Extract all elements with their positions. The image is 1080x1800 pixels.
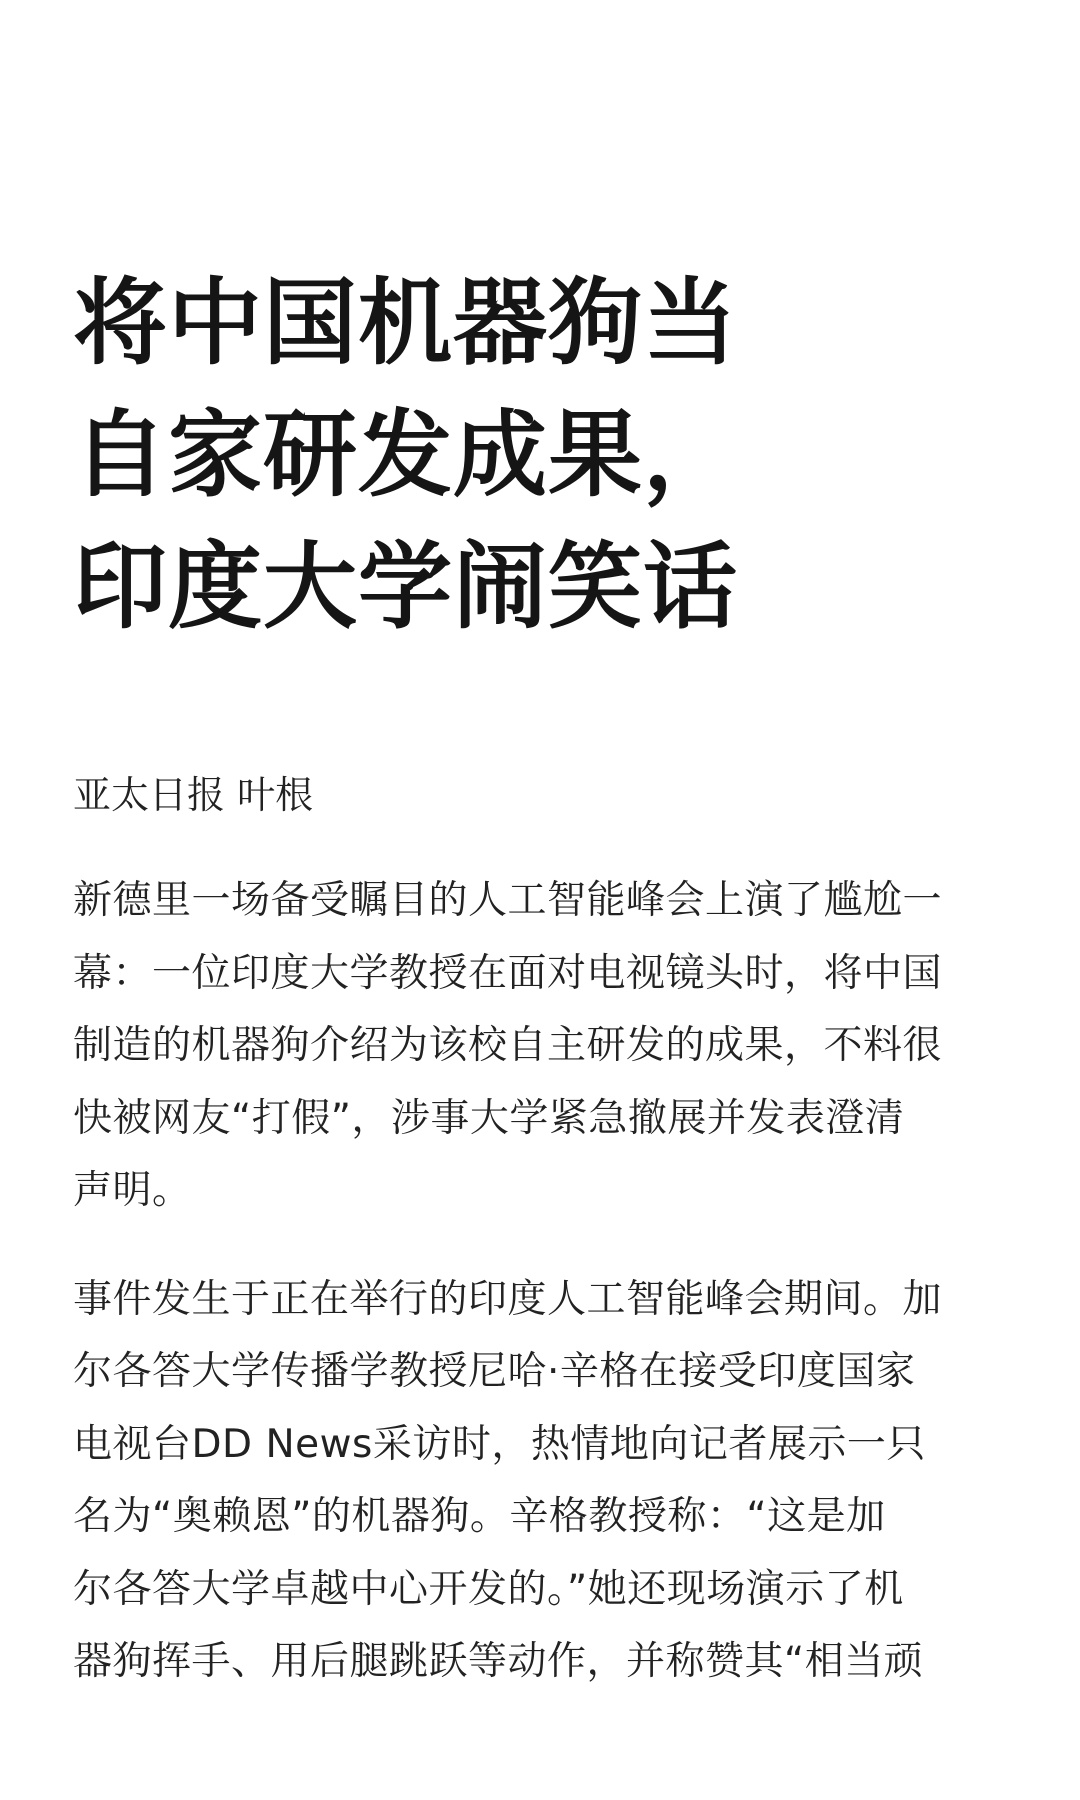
paragraph-line: 尔各答大学卓越中心开发的。”她还现场演示了机 <box>73 1566 904 1612</box>
headline-line: 自家研发成果， <box>73 401 739 510</box>
article-body <box>73 865 1013 1735</box>
byline: 亚太日报 叶根 <box>73 773 314 817</box>
paragraph-line: 尔各答大学传播学教授尼哈·辛格在接受印度国家 <box>73 1349 916 1394</box>
paragraph-line: 声明。 <box>73 1168 192 1213</box>
headline <box>73 258 1013 654</box>
paragraph-line: 名为“奥赖恩”的机器狗。辛格教授称：“这是加 <box>73 1494 886 1539</box>
paragraph <box>73 1264 1013 1699</box>
paragraph-line: 快被网友“打假”，涉事大学紧急撤展并发表澄清 <box>73 1095 905 1141</box>
headline-line: 将中国机器狗当 <box>73 269 739 378</box>
paragraph-line: 事件发生于正在举行的印度人工智能峰会期间。加 <box>73 1276 943 1322</box>
paragraph-line: 电视台DD News采访时，热情地向记者展示一只 <box>73 1421 926 1467</box>
headline-line: 印度大学闹笑话 <box>73 533 739 642</box>
paragraph <box>73 865 1013 1228</box>
paragraph-line: 幕：一位印度大学教授在面对电视镜头时，将中国 <box>73 950 943 996</box>
paragraph-line: 器狗挥手、用后腿跳跃等动作，并称赞其“相当顽 <box>73 1639 924 1684</box>
paragraph-line: 新德里一场备受瞩目的人工智能峰会上演了尴尬一 <box>73 878 943 923</box>
paragraph-line: 制造的机器狗介绍为该校自主研发的成果，不料很 <box>73 1023 943 1068</box>
